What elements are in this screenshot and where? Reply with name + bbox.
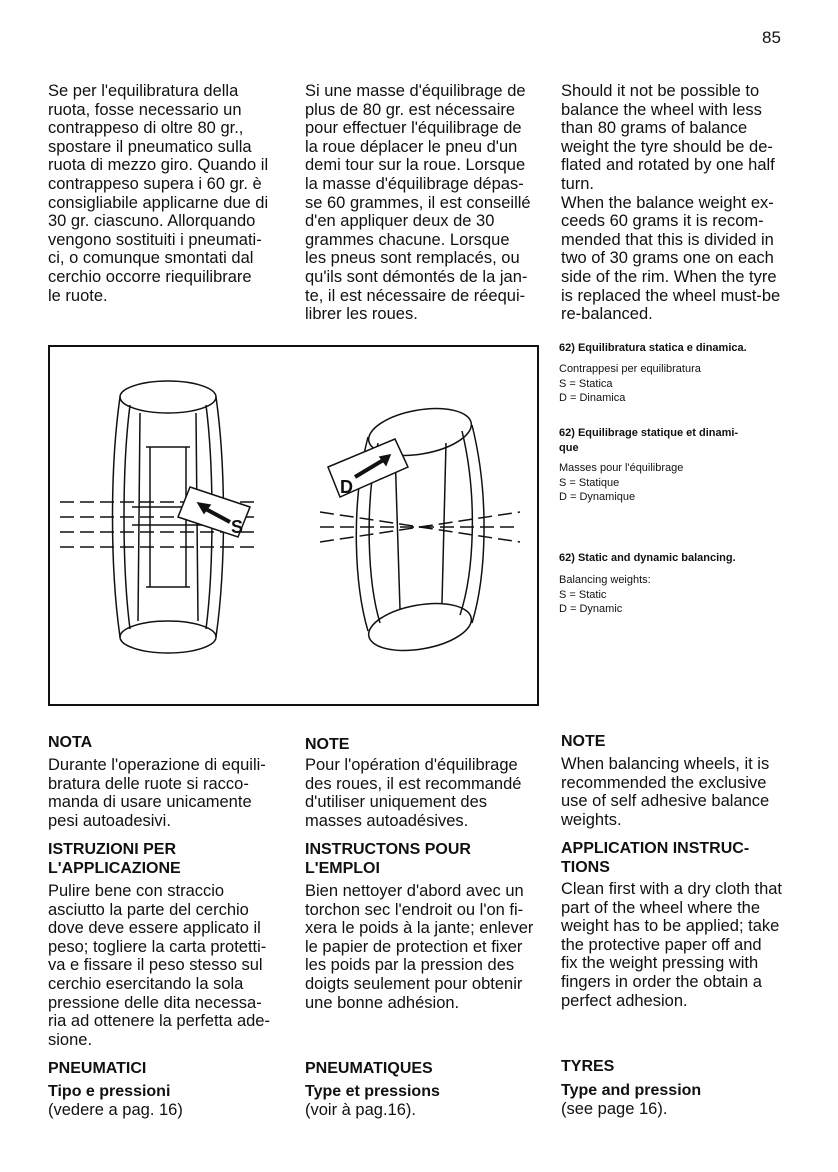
dynamic-wheel [320, 401, 520, 657]
top-text-french: Si une masse d'équilibrage de plus de 80 gr. est nécessaire pour effectuer l'équilibrage de la roue déplacer le pneu d'un demi tour sur la roue. Lorsque la masse d'équilibrage dépas- se 60 grammes, il est conseillé d'en appliquer deux de 30 grammes chacune. Lorsque les pneus sont remplacés, ou qu'ils sont démontés de la jan- te, il est nécessaire de réequi- librer les roues. [305, 82, 531, 324]
top-text-italian: Se per l'equilibratura della ruota, fosse necessario un contrappeso di oltre 80 gr., spostare il pneumatico sulla ruota di mezzo giro. Quando il contrappeso supera i 60 gr. è consigliabile applicarne due di 30 gr. ciascuno. Allorquando vengono sostituiti i pneumati- ci, o comunque smontati dal cerchio occorre riequilibrare le ruote. [48, 82, 269, 305]
static-wheel [60, 381, 260, 653]
static-label: S [231, 517, 244, 537]
istruzioni-heading: ISTRUZIONI PER L'APPLICAZIONE [48, 841, 181, 877]
pneumatici-heading: PNEUMATICI [48, 1060, 147, 1077]
instructions-heading-french: INSTRUCTONS POUR L'EMPLOI [305, 841, 471, 877]
instructions-body-french: Bien nettoyer d'abord avec un torchon sec l'endroit ou l'on fi- xera le poids à la jante; enlever le papier de protection et fixer les poids par la pression des doigts seulement pour obtenir une bonne adhésion. [305, 882, 534, 1012]
tyres-reference: (see page 16). [561, 1100, 668, 1118]
page-number: 85 [762, 28, 781, 47]
nota-heading-italian: NOTA [48, 734, 93, 751]
note-body-french: Pour l'opération d'équilibrage des roues, il est recommandé d'utiliser uniquement des masses autoadésives. [305, 756, 522, 830]
pneumatici-subheading: Tipo e pressioni [48, 1083, 171, 1100]
tyres-subheading: Type and pression [561, 1082, 702, 1099]
caption-title-italian: 62) Equilibratura statica e dinamica. [559, 342, 747, 354]
wheel-balancing-figure [48, 345, 539, 706]
caption-title-english: 62) Static and dynamic balancing. [559, 552, 736, 564]
dynamic-label: D [340, 477, 353, 497]
instructions-heading-english: APPLICATION INSTRUC- TIONS [561, 840, 750, 876]
pneumatici-reference: (vedere a pag. 16) [48, 1101, 183, 1119]
pneumatiques-subheading: Type et pressions [305, 1083, 440, 1100]
caption-title-french: 62) Equilibrage statique et dinami- que [559, 427, 739, 454]
pneumatiques-reference: (voir à pag.16). [305, 1101, 416, 1119]
caption-body-french: Masses pour l'équilibrage S = Statique D = Dynamique [559, 462, 684, 503]
tyres-heading: TYRES [561, 1058, 615, 1075]
wheel-diagram [50, 347, 537, 704]
caption-body-italian: Contrappesi per equilibratura S = Statica D = Dinamica [559, 363, 701, 404]
pneumatiques-heading: PNEUMATIQUES [305, 1060, 433, 1077]
top-text-english: Should it not be possible to balance the wheel with less than 80 grams of balance weight the tyre should be de- flated and rotated by one half turn. When the balance weight ex- ceeds 60 grams it is recom- mended that this is divided in two of 30 grams one on each side of the rim. When the tyre is replaced the wheel must-be re-balanced. [561, 82, 781, 324]
nota-body-italian: Durante l'operazione di equili- bratura delle ruote si racco- manda di usare unicamente pesi autoadesivi. [48, 756, 266, 830]
instructions-body-english: Clean first with a dry cloth that part of the wheel where the weight has to be applied; take the protective paper off and fix the weight pressing with fingers in order the obtain a perfect adhesion. [561, 880, 783, 1010]
note-body-english: When balancing wheels, it is recommended the exclusive use of self adhesive balance weights. [561, 755, 770, 829]
note-heading-french: NOTE [305, 736, 350, 753]
caption-body-english: Balancing weights: S = Static D = Dynamic [559, 574, 651, 615]
note-heading-english: NOTE [561, 733, 606, 750]
istruzioni-body: Pulire bene con straccio asciutto la parte del cerchio dove deve essere applicato il peso; togliere la carta protetti- va e fissare il peso stesso sul cerchio esercitando la sola pressione delle dita necessa- ria ad ottenere la perfetta ade- sione. [48, 882, 270, 1049]
